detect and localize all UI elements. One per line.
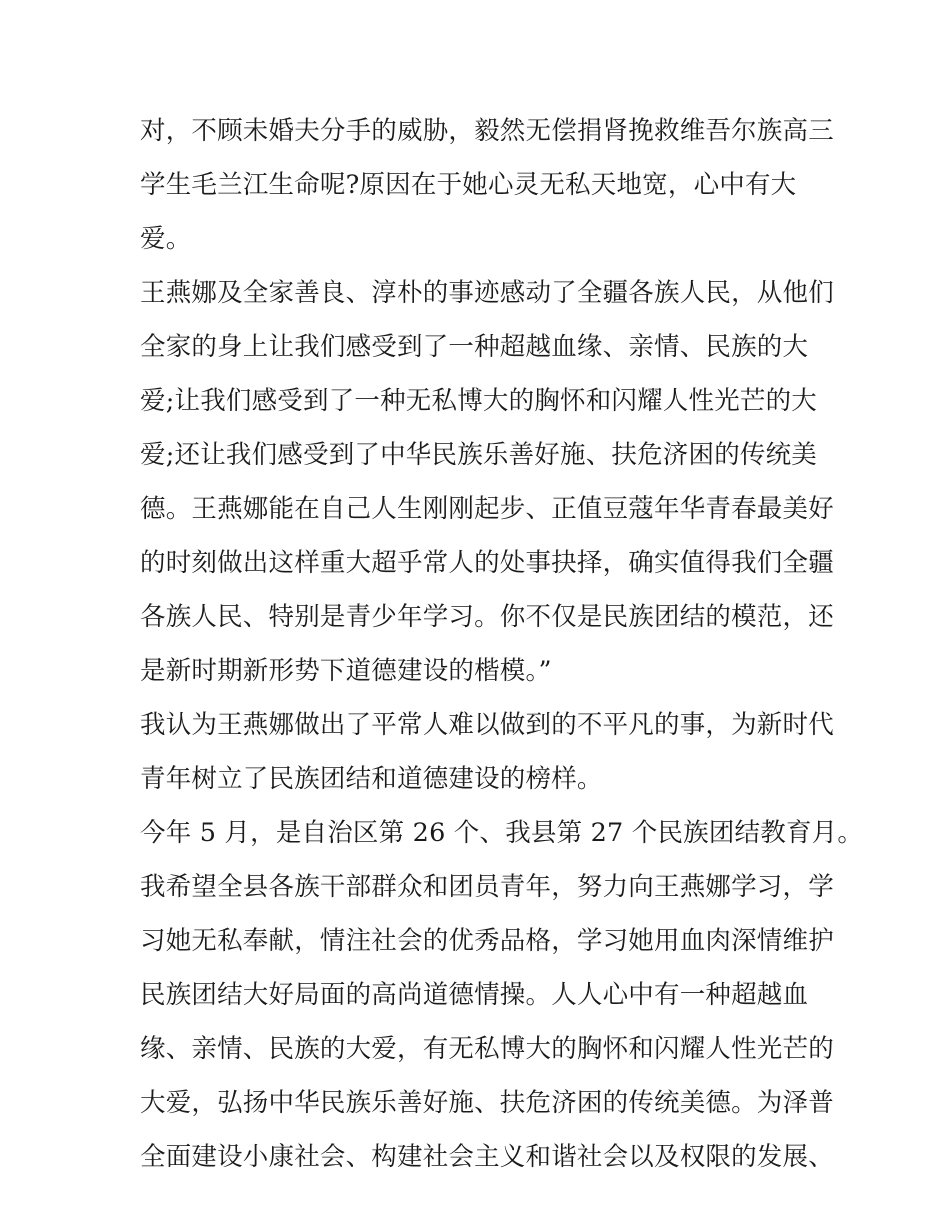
text-line: 我希望全县各族干部群众和团员青年，努力向王燕娜学习，学 — [140, 872, 834, 902]
text-line: 全家的身上让我们感受到了一种超越血缘、亲情、民族的大 — [140, 332, 809, 362]
text-line: 王燕娜及全家善良、淳朴的事迹感动了全疆各族人民，从他们 — [140, 278, 834, 308]
body-text — [140, 104, 864, 1184]
text-line: 对，不顾未婚夫分手的威胁，毅然无偿捐肾挽救维吾尔族高三 — [140, 116, 834, 146]
text-line: 爱;让我们感受到了一种无私博大的胸怀和闪耀人性光芒的大 — [140, 386, 817, 416]
text-line: 大爱，弘扬中华民族乐善好施、扶危济困的传统美德。为泽普 — [140, 1088, 834, 1118]
text-line: 缘、亲情、民族的大爱，有无私博大的胸怀和闪耀人性光芒的 — [140, 1034, 834, 1064]
text-line: 我认为王燕娜做出了平常人难以做到的不平凡的事，为新时代 — [140, 710, 834, 740]
text-line: 是新时期新形势下道德建设的楷模。” — [140, 656, 552, 686]
text-line: 青年树立了民族团结和道德建设的榜样。 — [140, 764, 603, 794]
text-line: 各族人民、特别是青少年学习。你不仅是民族团结的模范，还 — [140, 602, 834, 632]
text-line: 今年 5 月，是自治区第 26 个、我县第 27 个民族团结教育月。 — [140, 818, 864, 848]
text-line: 爱;还让我们感受到了中华民族乐善好施、扶危济困的传统美 — [140, 440, 817, 470]
text-line: 爱。 — [140, 224, 192, 254]
text-line: 的时刻做出这样重大超乎常人的处事抉择，确实值得我们全疆 — [140, 548, 834, 578]
text-line: 习她无私奉献，情注社会的优秀品格，学习她用血肉深情维护 — [140, 926, 834, 956]
text-line: 全面建设小康社会、构建社会主义和谐社会以及权限的发展、 — [140, 1142, 834, 1172]
text-line: 德。王燕娜能在自己人生刚刚起步、正值豆蔻年华青春最美好 — [140, 494, 834, 524]
text-line: 民族团结大好局面的高尚道德情操。人人心中有一种超越血 — [140, 980, 809, 1010]
text-line: 学生毛兰江生命呢?原因在于她心灵无私天地宽，心中有大 — [140, 170, 797, 200]
